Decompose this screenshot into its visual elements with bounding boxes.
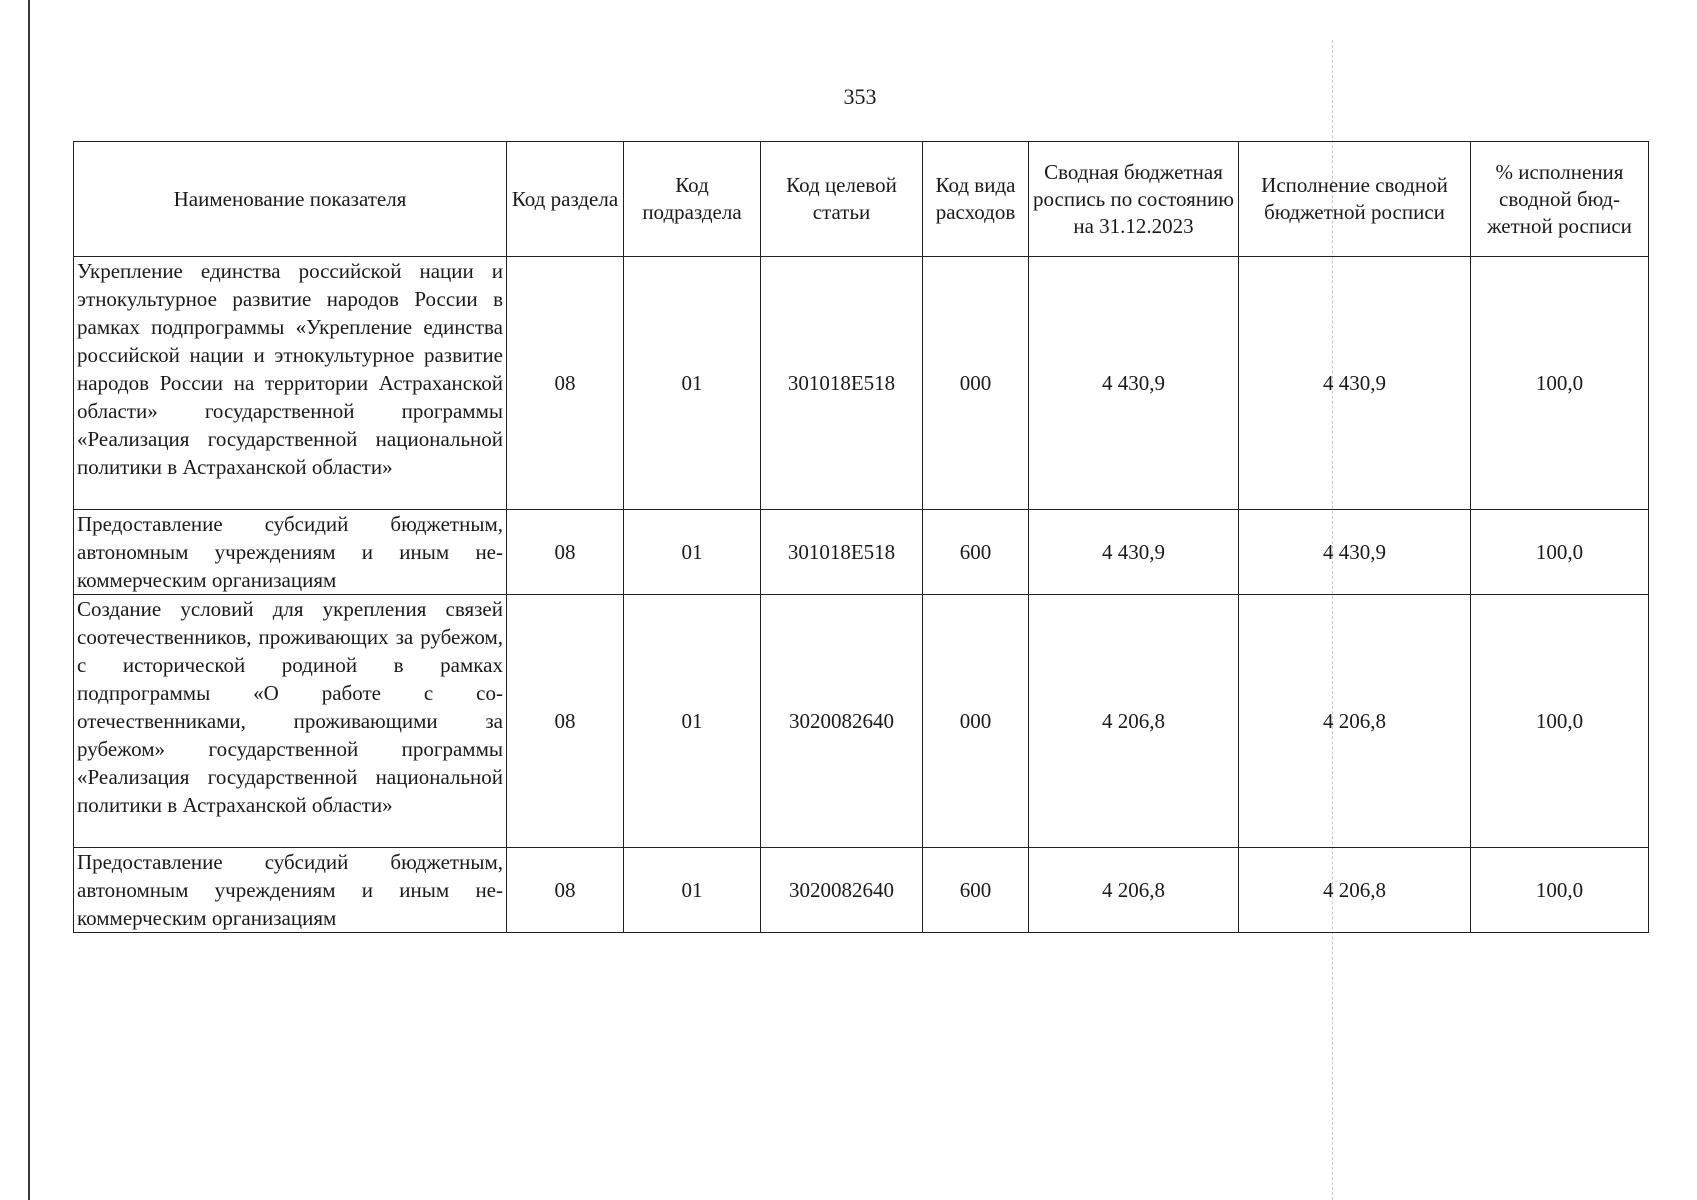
cell-expense-type-code: 000 bbox=[923, 595, 1029, 848]
cell-expense-type-code: 000 bbox=[923, 257, 1029, 510]
cell-expense-type-code: 600 bbox=[923, 848, 1029, 933]
cell-indicator-name: Предоставление субсидий бюджетным, автономным учреждениям и иным некоммерческим организациям bbox=[74, 848, 507, 933]
cell-section-code: 08 bbox=[507, 595, 624, 848]
table-row bbox=[74, 510, 1649, 595]
cell-budget-plan: 4 430,9 bbox=[1029, 257, 1239, 510]
page-number: 353 bbox=[843, 84, 877, 109]
cell-budget-execution: 4 206,8 bbox=[1239, 595, 1471, 848]
budget-table bbox=[73, 141, 1649, 933]
header-execution-percent: % исполнения сводной бюджетной росписи bbox=[1471, 142, 1649, 257]
cell-subsection-code: 01 bbox=[624, 848, 761, 933]
header-expense-type-code: Код вида расходов bbox=[923, 142, 1029, 257]
cell-budget-plan: 4 206,8 bbox=[1029, 848, 1239, 933]
cell-target-code: 301018E518 bbox=[761, 510, 923, 595]
cell-subsection-code: 01 bbox=[624, 595, 761, 848]
header-indicator-name: Наименование показателя bbox=[74, 142, 507, 257]
table-header-row bbox=[74, 142, 1649, 257]
cell-expense-type-code: 600 bbox=[923, 510, 1029, 595]
cell-execution-percent: 100,0 bbox=[1471, 595, 1649, 848]
cell-target-code: 301018E518 bbox=[761, 257, 923, 510]
cell-execution-percent: 100,0 bbox=[1471, 257, 1649, 510]
cell-budget-plan: 4 430,9 bbox=[1029, 510, 1239, 595]
header-subsection-code: Код подраздела bbox=[624, 142, 761, 257]
cell-budget-execution: 4 430,9 bbox=[1239, 510, 1471, 595]
binding-line bbox=[28, 0, 30, 1200]
cell-section-code: 08 bbox=[507, 510, 624, 595]
cell-indicator-name: Укрепление единства российской нации и этнокультурное развитие народов России в рамках подпрограммы «Укрепление единства российской нации и этнокультурное развитие народов России на территории Астраханской области» государственной программы «Реализация государственной национальной политики в Астраханской области» bbox=[74, 257, 507, 510]
cell-subsection-code: 01 bbox=[624, 257, 761, 510]
cell-execution-percent: 100,0 bbox=[1471, 510, 1649, 595]
header-budget-execution: Исполнение сводной бюджетной росписи bbox=[1239, 142, 1471, 257]
cell-execution-percent: 100,0 bbox=[1471, 848, 1649, 933]
table-row bbox=[74, 257, 1649, 510]
cell-budget-execution: 4 430,9 bbox=[1239, 257, 1471, 510]
header-target-code: Код целевой статьи bbox=[761, 142, 923, 257]
header-section-code: Код раздела bbox=[507, 142, 624, 257]
cell-section-code: 08 bbox=[507, 257, 624, 510]
cell-budget-plan: 4 206,8 bbox=[1029, 595, 1239, 848]
cell-indicator-name: Создание условий для укрепления связей соотечественников, проживающих за рубежом, с исторической родиной в рамках подпрограммы «О работе с соотечественниками, проживающими за рубежом» государственной программы «Реализация государственной национальной политики в Астраханской области» bbox=[74, 595, 507, 848]
table-row bbox=[74, 595, 1649, 848]
table-row bbox=[74, 848, 1649, 933]
cell-indicator-name: Предоставление субсидий бюджетным, автономным учреждениям и иным некоммерческим организациям bbox=[74, 510, 507, 595]
cell-target-code: 3020082640 bbox=[761, 595, 923, 848]
cell-section-code: 08 bbox=[507, 848, 624, 933]
header-budget-plan: Сводная бюджетная роспись по состоянию на 31.12.2023 bbox=[1029, 142, 1239, 257]
cell-budget-execution: 4 206,8 bbox=[1239, 848, 1471, 933]
cell-subsection-code: 01 bbox=[624, 510, 761, 595]
cell-target-code: 3020082640 bbox=[761, 848, 923, 933]
